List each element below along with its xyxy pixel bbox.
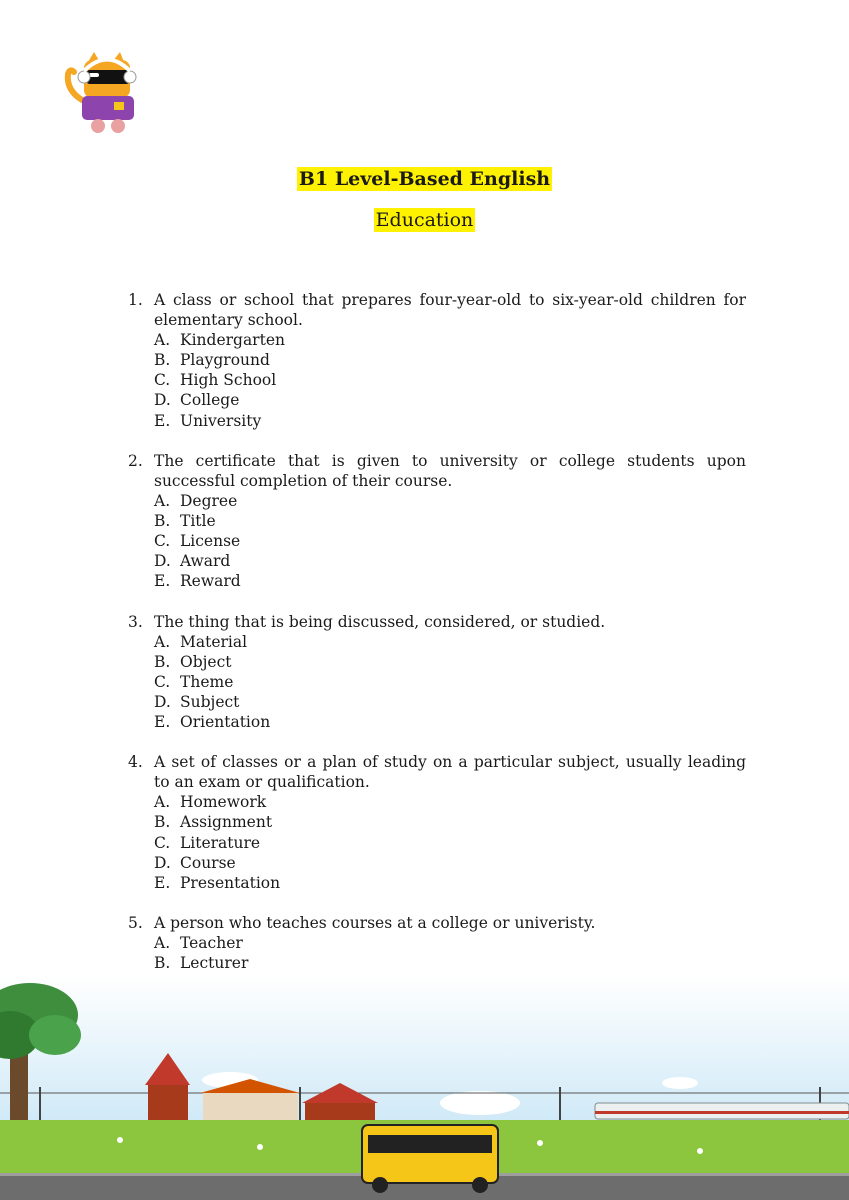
option-letter: D. — [154, 552, 171, 571]
answer-option — [128, 632, 746, 652]
cat-mascot-icon — [62, 50, 144, 136]
question-number: 5. — [128, 913, 143, 932]
answer-option — [128, 873, 746, 893]
answer-option — [128, 551, 746, 571]
option-letter: D. — [154, 692, 171, 711]
answer-option — [128, 652, 746, 672]
option-text: Subject — [180, 692, 240, 711]
option-text: Degree — [180, 491, 238, 510]
option-text: Teacher — [180, 934, 243, 952]
option-text: Theme — [180, 672, 234, 691]
option-letter: C. — [154, 833, 171, 852]
answer-option — [128, 692, 746, 712]
option-text: Title — [180, 512, 216, 531]
question-number: 3. — [128, 612, 143, 631]
worksheet-subtitle: Education — [375, 209, 474, 231]
question-text: A class or school that prepares four-year-old to six-year-old children for elementary school. — [154, 291, 746, 330]
question-list — [128, 290, 746, 993]
answer-option — [128, 792, 746, 812]
option-text: Material — [180, 632, 248, 651]
question-number: 4. — [128, 753, 143, 772]
option-letter: A. — [154, 491, 171, 510]
option-letter: B. — [154, 652, 171, 671]
answer-option — [128, 411, 746, 431]
question-number: 2. — [128, 451, 143, 470]
option-letter: E. — [154, 572, 171, 591]
option-text: Kindergarten — [180, 331, 285, 350]
answer-option — [128, 672, 746, 692]
question-item — [128, 913, 746, 973]
answer-option — [128, 390, 746, 410]
question-text: A set of classes or a plan of study on a particular subject, usually leading to an exam or qualification. — [154, 753, 746, 792]
option-text: Lecturer — [180, 954, 249, 973]
option-letter: D. — [154, 391, 171, 410]
question-number: 1. — [128, 291, 143, 309]
option-text: License — [180, 532, 241, 551]
option-letter: B. — [154, 954, 171, 973]
question-text: A person who teaches courses at a college or univeristy. — [154, 913, 596, 932]
option-letter: B. — [154, 512, 171, 531]
answer-option — [128, 571, 746, 591]
option-letter: B. — [154, 351, 171, 370]
option-letter: A. — [154, 793, 171, 812]
option-letter: C. — [154, 371, 171, 390]
option-letter: C. — [154, 532, 171, 551]
answer-option — [128, 812, 746, 832]
question-item — [128, 451, 746, 592]
question-item — [128, 752, 746, 893]
question-item — [128, 290, 746, 431]
option-text: High School — [180, 371, 277, 390]
question-item — [128, 612, 746, 733]
option-letter: E. — [154, 873, 171, 892]
answer-option — [128, 491, 746, 511]
option-text: Playground — [180, 351, 270, 370]
option-text: Presentation — [180, 873, 281, 892]
answer-option — [128, 531, 746, 551]
option-letter: C. — [154, 672, 171, 691]
answer-option — [128, 712, 746, 732]
answer-option — [128, 853, 746, 873]
option-text: Reward — [180, 572, 241, 591]
question-text: The thing that is being discussed, considered, or studied. — [154, 612, 606, 631]
option-text: Object — [180, 652, 232, 671]
answer-option — [128, 933, 746, 953]
city-street-illustration — [0, 975, 849, 1200]
option-letter: A. — [154, 632, 171, 651]
option-letter: E. — [154, 411, 171, 430]
option-letter: B. — [154, 813, 171, 832]
option-text: Assignment — [180, 813, 273, 832]
option-text: Course — [180, 853, 236, 872]
answer-option — [128, 370, 746, 390]
answer-option — [128, 833, 746, 853]
option-text: Homework — [180, 793, 267, 812]
option-letter: E. — [154, 712, 171, 731]
option-text: College — [180, 391, 240, 410]
worksheet-title: B1 Level-Based English — [298, 168, 551, 190]
answer-option — [128, 350, 746, 370]
option-text: Award — [180, 552, 231, 571]
option-letter: A. — [154, 331, 171, 350]
answer-option — [128, 511, 746, 531]
option-text: Literature — [180, 833, 261, 852]
answer-option — [128, 330, 746, 350]
question-text: The certificate that is given to university or college students upon successful completion of their course. — [154, 451, 746, 490]
option-letter: D. — [154, 853, 171, 872]
option-letter: A. — [154, 934, 171, 952]
answer-option — [128, 953, 746, 973]
option-text: University — [180, 411, 262, 430]
option-text: Orientation — [180, 712, 271, 731]
